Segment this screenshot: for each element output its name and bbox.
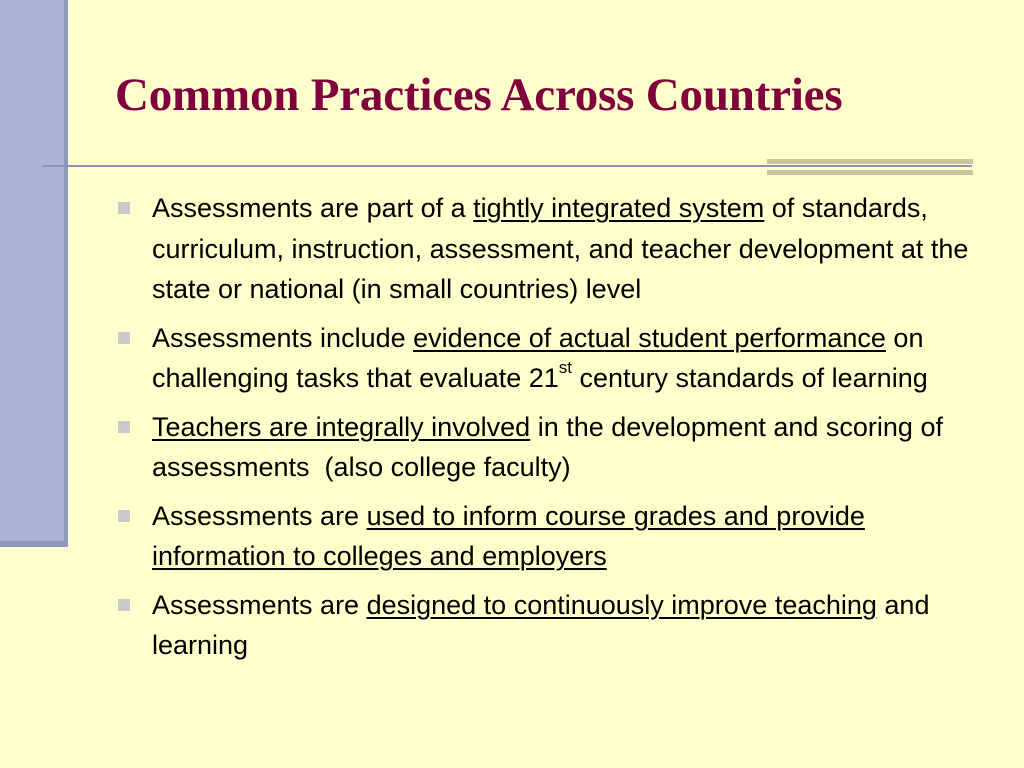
divider-accent-bottom	[767, 170, 973, 175]
bullet-list	[118, 188, 978, 674]
left-accent-bar-bottom	[0, 541, 68, 547]
bullet-emphasis: designed to continuously improve teaching	[366, 589, 877, 620]
title-divider	[42, 165, 972, 167]
bullet-emphasis: used to inform course grades and provide information to colleges and employers	[152, 500, 865, 571]
divider-accent-top	[767, 159, 973, 164]
bullet-item	[118, 318, 978, 399]
bullet-item	[118, 585, 978, 666]
square-bullet-icon	[118, 421, 130, 433]
bullet-text: Assessments are	[152, 500, 367, 531]
superscript: st	[558, 358, 573, 377]
left-accent-bar	[0, 0, 64, 545]
bullet-emphasis: Teachers are integrally involved	[152, 411, 531, 442]
bullet-item	[118, 188, 978, 310]
square-bullet-icon	[118, 510, 130, 522]
bullet-text: century standards of learning	[572, 363, 928, 393]
square-bullet-icon	[118, 202, 130, 214]
square-bullet-icon	[118, 599, 130, 611]
bullet-emphasis: tightly integrated system	[473, 193, 765, 223]
bullet-item	[118, 407, 978, 488]
bullet-text: and learning	[152, 589, 930, 660]
bullet-emphasis: evidence of actual student performance	[413, 322, 886, 353]
bullet-text: Assessments are part of a	[152, 193, 474, 223]
bullet-item	[118, 496, 978, 577]
slide-title: Common Practices Across Countries	[115, 69, 843, 121]
bullet-text: in the development and scoring of assessments (also college faculty)	[152, 411, 951, 482]
bullet-text: Assessments are	[152, 589, 367, 620]
bullet-text: Assessments include	[152, 322, 414, 353]
bullet-text: of standards, curriculum, instruction, assessment, and teacher development at the state or national (in small countries) level	[152, 193, 969, 304]
square-bullet-icon	[118, 332, 130, 344]
bullet-text: on challenging tasks that evaluate 21	[152, 322, 924, 393]
left-accent-bar-shadow	[64, 0, 68, 545]
